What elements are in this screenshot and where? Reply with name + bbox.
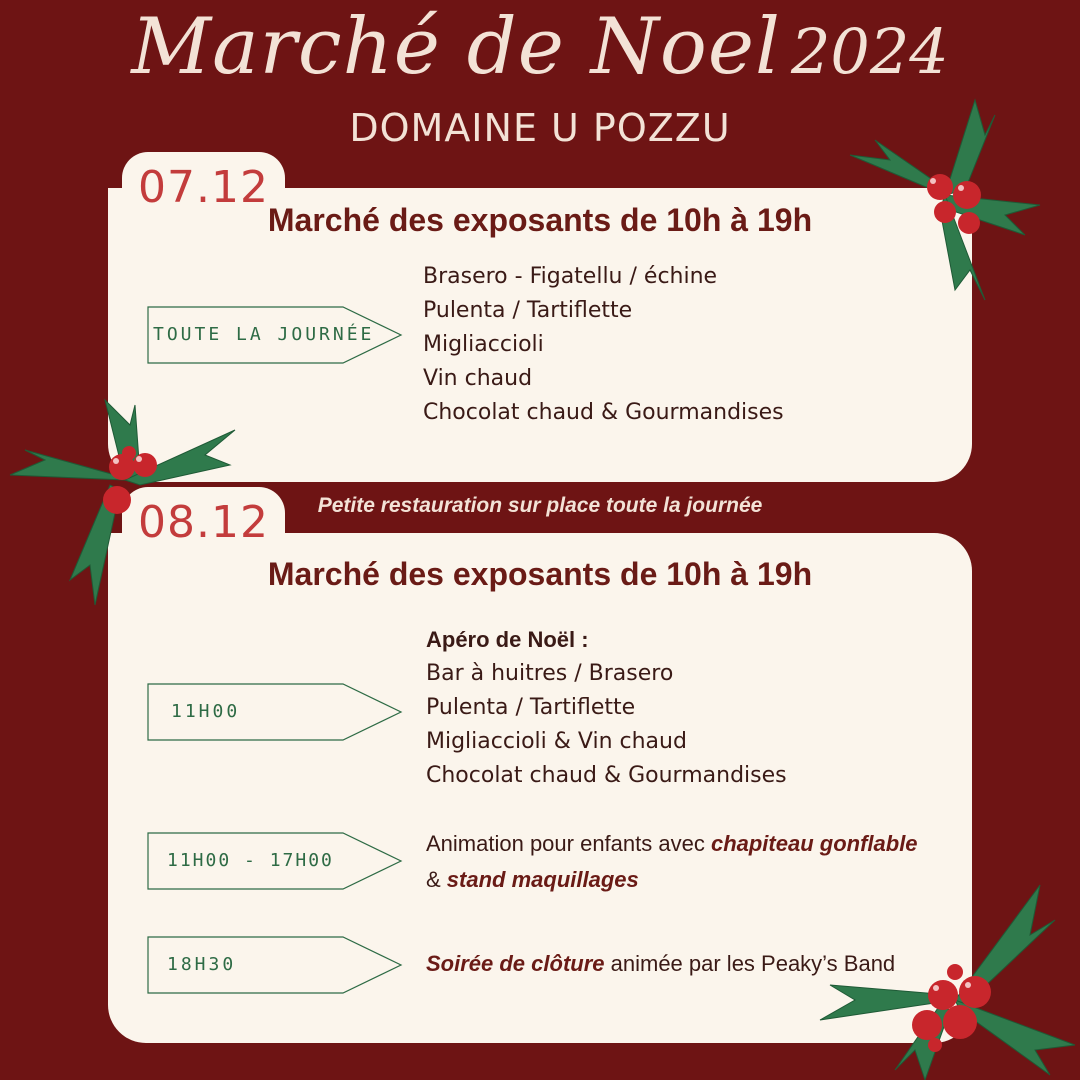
holly-icon [815, 880, 1080, 1080]
slot2-time-label: 11H00 - 17H00 [167, 850, 334, 871]
list-item: Pulenta / Tartiflette [423, 298, 633, 323]
day2-heading: Marché des exposants de 10h à 19h [267, 556, 813, 592]
slot2-line1-text: Animation pour enfants avec [426, 831, 711, 856]
slot2-line2-emphasis: stand maquillages [446, 867, 639, 892]
list-item: Pulenta / Tartiflette [426, 695, 636, 720]
list-item: Vin chaud [423, 366, 533, 391]
holly-icon [5, 395, 240, 610]
slot3-time-label: 18H30 [167, 954, 237, 975]
slot2-line1-emphasis: chapiteau gonflable [710, 831, 918, 856]
list-item: Chocolat chaud & Gourmandises [426, 763, 787, 788]
event-title-main: Marché de Noel [131, 2, 781, 92]
food-note: Petite restauration sur place toute la journée [317, 494, 763, 517]
list-item: Chocolat chaud & Gourmandises [423, 400, 784, 425]
holly-icon [845, 95, 1045, 310]
day1-menu-list [423, 260, 784, 430]
slot1-time-label: 11H00 [171, 701, 241, 722]
slot3-emphasis: Soirée de clôture [426, 951, 605, 976]
event-title [0, 2, 1080, 92]
event-title-year: 2024 [790, 15, 949, 88]
slot3-time-tag [147, 936, 403, 994]
slot2-time-tag [147, 832, 403, 890]
slot3-text: animée par les Peaky’s Band [604, 951, 896, 976]
day1-time-tag [147, 306, 403, 364]
day1-heading: Marché des exposants de 10h à 19h [267, 202, 813, 238]
slot1-time-tag [147, 683, 403, 741]
slot2-line2-text: & [426, 867, 447, 892]
list-item: Brasero - Figatellu / échine [423, 264, 718, 289]
list-item: Migliaccioli & Vin chaud [426, 729, 687, 754]
day2-date: 08.12 [122, 487, 285, 559]
venue-name: DOMAINE U POZZU [349, 106, 731, 150]
list-item: Migliaccioli [423, 332, 544, 357]
day1-date: 07.12 [122, 152, 285, 224]
slot1-title: Apéro de Noël : [426, 627, 589, 652]
day1-time-label: TOUTE LA JOURNÉE [153, 324, 375, 345]
slot1-menu-list [426, 623, 787, 793]
list-item: Bar à huitres / Brasero [426, 661, 674, 686]
